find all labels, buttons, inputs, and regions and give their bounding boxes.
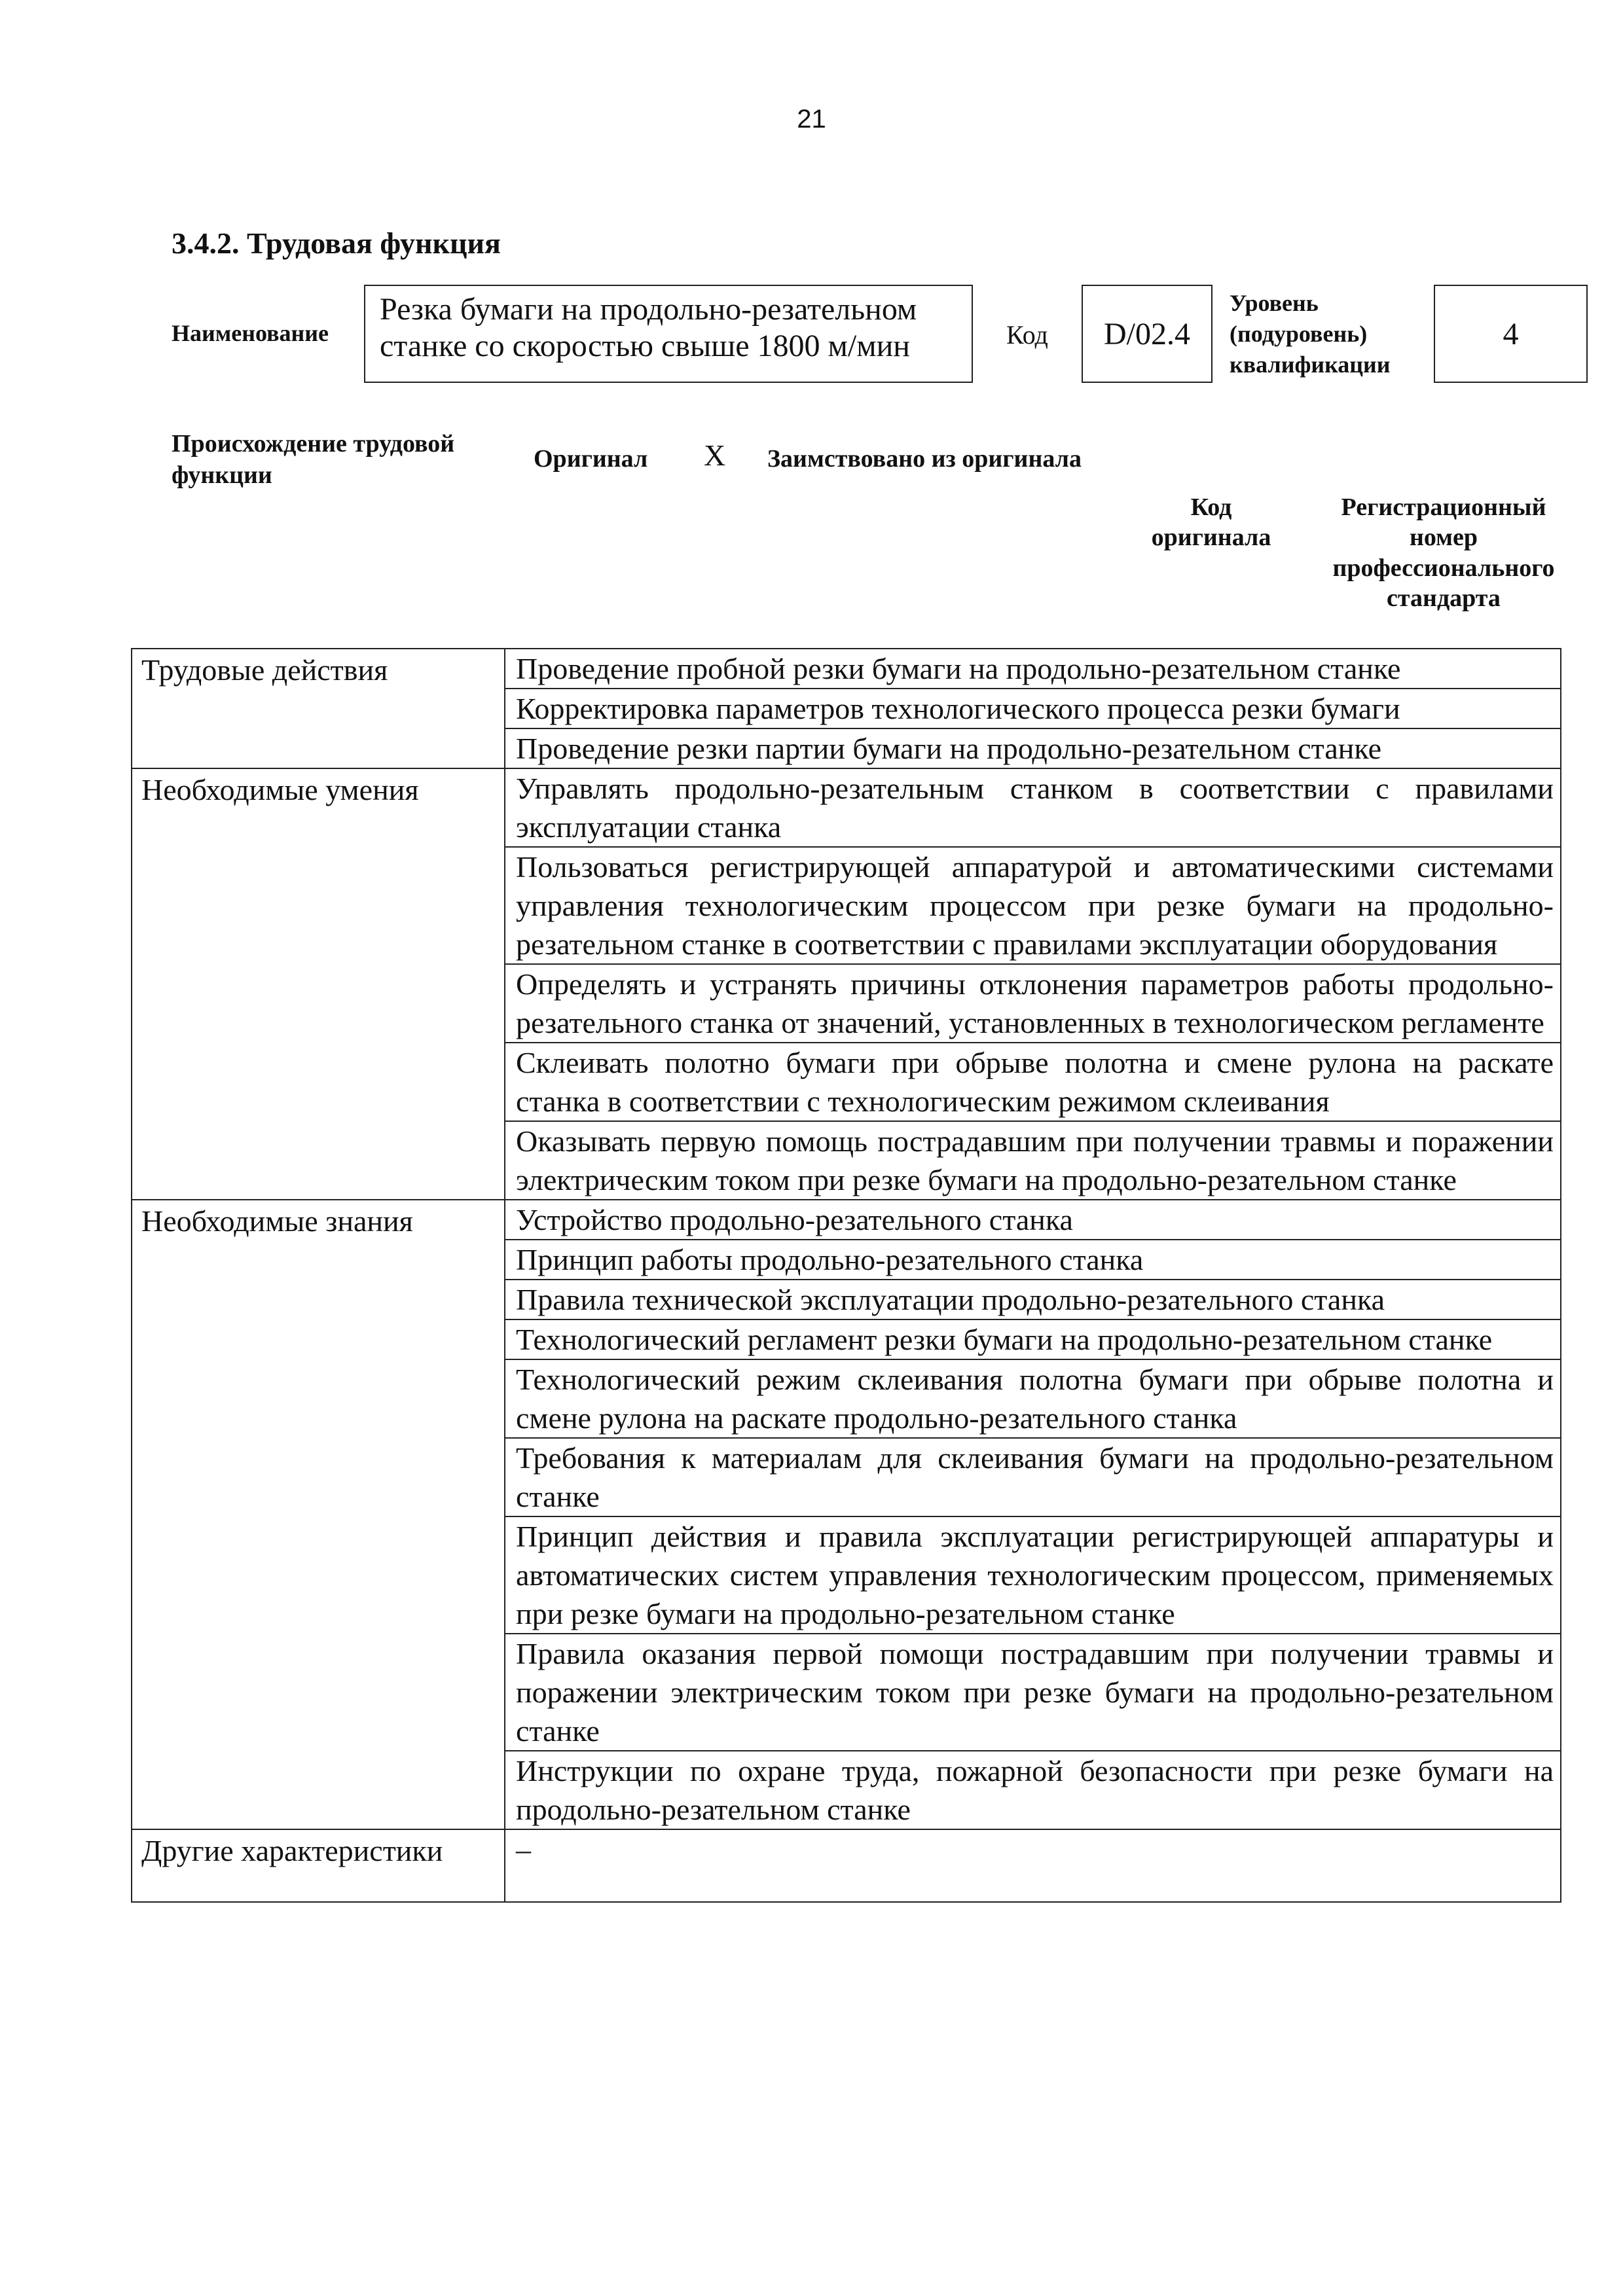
function-name-line1: Резка бумаги на продольно-резательном xyxy=(380,292,917,327)
table-row xyxy=(132,1200,1561,1240)
skill-item: Склеивать полотно бумаги при обрыве полотна и смене рулона на раскате станка в соответствии с технологическим режимом склеивания xyxy=(505,1043,1561,1121)
qualification-level-value: 4 xyxy=(1434,285,1588,383)
name-label: Наименование xyxy=(172,320,329,346)
labor-action-item: Проведение резки партии бумаги на продольно-резательном станке xyxy=(505,728,1561,768)
original-label: Оригинал xyxy=(534,445,648,473)
skill-item: Пользоваться регистрирующей аппаратурой и автоматическими системами управления технологическим процессом при резке бумаги на продольно-резательном станке в соответствии с правилами эксплуатации оборудования xyxy=(505,847,1561,964)
knowledge-label: Необходимые знания xyxy=(132,1200,505,1829)
table-row xyxy=(132,768,1561,847)
origin-label-line2: функции xyxy=(172,461,272,489)
table-row xyxy=(132,1829,1561,1902)
function-name-box xyxy=(364,285,973,383)
knowledge-item: Инструкции по охране труда, пожарной безопасности при резке бумаги на продольно-резательном станке xyxy=(505,1751,1561,1829)
skill-item: Определять и устранять причины отклонения параметров работы продольно-резательного станка от значений, установленных в технологическом регламенте xyxy=(505,964,1561,1043)
original-code-label xyxy=(1142,492,1280,553)
knowledge-item: Принцип действия и правила эксплуатации регистрирующей аппаратуры и автоматических систем управления технологическим процессом, применяемых при резке бумаги на продольно-резательном станке xyxy=(505,1516,1561,1634)
reg-number-line2: номер xyxy=(1409,524,1478,552)
labor-action-item: Корректировка параметров технологического процесса резки бумаги xyxy=(505,689,1561,728)
code-label: Код xyxy=(1006,320,1048,350)
labor-actions-label: Трудовые действия xyxy=(132,649,505,768)
level-label-line1: Уровень xyxy=(1230,290,1319,316)
knowledge-item: Правила технической эксплуатации продольно-резательного станка xyxy=(505,1280,1561,1319)
reg-number-line1: Регистрационный xyxy=(1341,493,1546,521)
labor-action-item: Проведение пробной резки бумаги на продольно-резательном станке xyxy=(505,649,1561,689)
code-value: D/02.4 xyxy=(1082,285,1213,383)
other-characteristics-label: Другие характеристики xyxy=(132,1829,505,1902)
qualification-level-label xyxy=(1230,288,1391,380)
knowledge-item: Принцип работы продольно-резательного станка xyxy=(505,1240,1561,1280)
borrowed-label: Заимствовано из оригинала xyxy=(767,445,1082,473)
skill-item: Оказывать первую помощь пострадавшим при получении травмы и поражении электрическим током при резке бумаги на продольно-резательном станке xyxy=(505,1121,1561,1200)
original-code-line1: Код xyxy=(1190,493,1232,521)
original-checkmark: X xyxy=(704,439,726,472)
knowledge-item: Технологический регламент резки бумаги на продольно-резательном станке xyxy=(505,1319,1561,1359)
other-characteristics-value: – xyxy=(505,1829,1561,1902)
table-row xyxy=(132,649,1561,689)
reg-number-line4: стандарта xyxy=(1387,584,1501,613)
level-label-line2: (подуровень) xyxy=(1230,320,1368,347)
section-title: 3.4.2. Трудовая функция xyxy=(172,226,501,260)
reg-number-line3: профессионального xyxy=(1332,554,1555,582)
registration-number-label xyxy=(1319,492,1568,613)
skill-item: Управлять продольно-резательным станком в соответствии с правилами эксплуатации станка xyxy=(505,768,1561,847)
knowledge-item: Требования к материалам для склеивания бумаги на продольно-резательном станке xyxy=(505,1438,1561,1516)
knowledge-item: Правила оказания первой помощи пострадавшим при получении травмы и поражении электрическим током при резке бумаги на продольно-резательном станке xyxy=(505,1634,1561,1751)
function-name-line2: станке со скоростью свыше 1800 м/мин xyxy=(380,328,910,363)
labor-function-table xyxy=(131,648,1561,1903)
knowledge-item: Устройство продольно-резательного станка xyxy=(505,1200,1561,1240)
knowledge-item: Технологический режим склеивания полотна бумаги при обрыве полотна и смене рулона на раскате продольно-резательного станка xyxy=(505,1359,1561,1438)
level-label-line3: квалификации xyxy=(1230,351,1391,378)
origin-label-line1: Происхождение трудовой xyxy=(172,430,455,457)
origin-label xyxy=(172,429,454,491)
skills-label: Необходимые умения xyxy=(132,768,505,1200)
original-code-line2: оригинала xyxy=(1151,524,1271,552)
page-number: 21 xyxy=(797,105,826,134)
